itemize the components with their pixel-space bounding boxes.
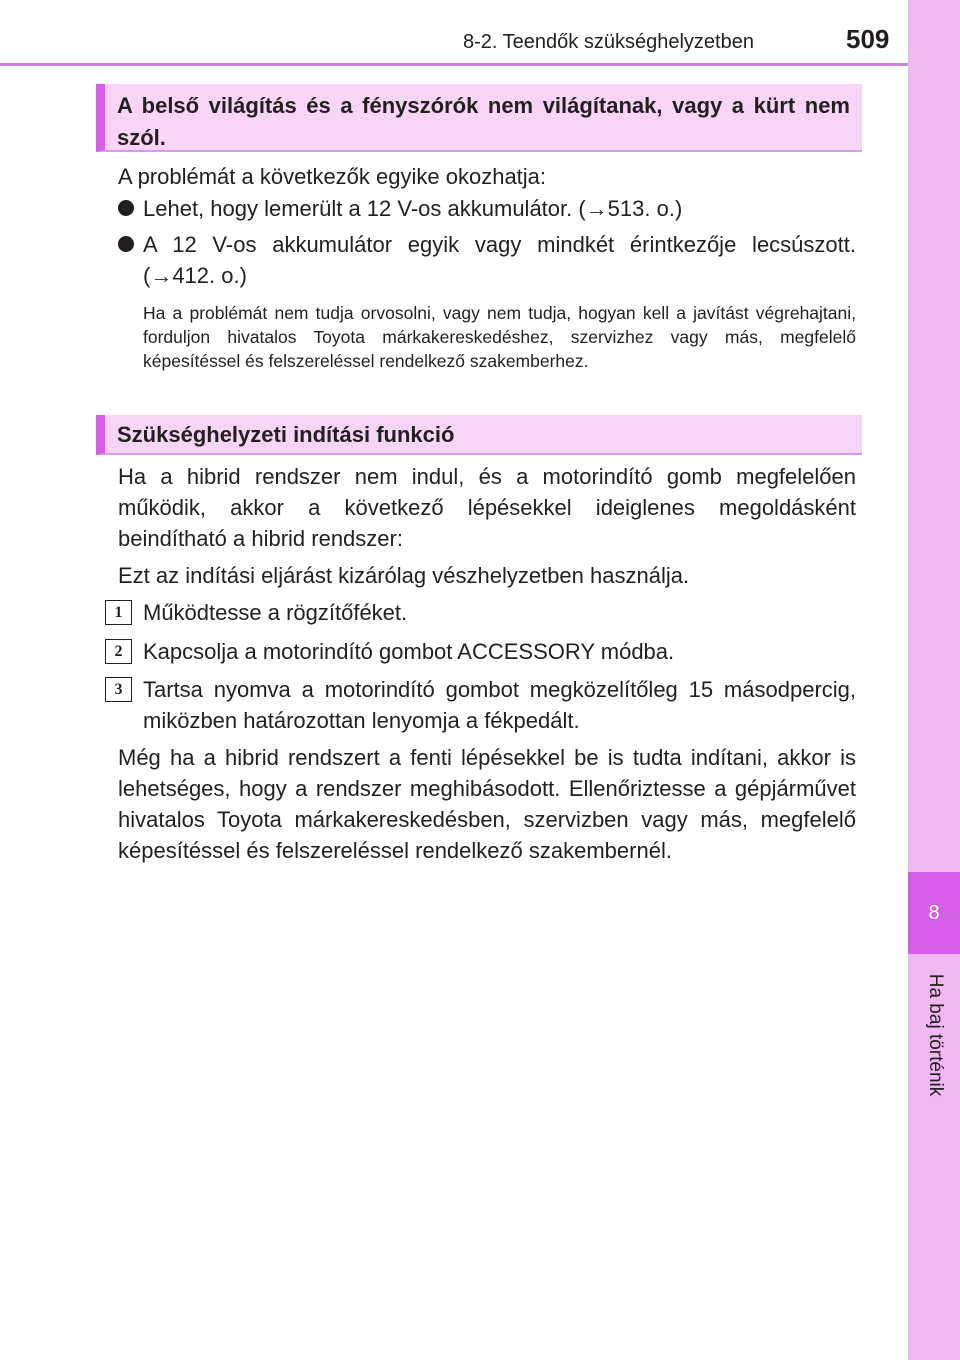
step-text: Tartsa nyomva a motorindító gombot megközelítőleg 15 másodpercig, miközben határozottan lenyomja a fékpedált. (143, 677, 856, 733)
section-heading-lights: A belső világítás és a fényszórók nem világítanak, vagy a kürt nem szól. (96, 84, 862, 152)
page-number: 509 (846, 24, 890, 54)
bullet-text: A 12 V-os akkumulátor egyik vagy mindkét érintkezője lecsúszott. (→412. o.) (143, 232, 856, 288)
section2-warning: Ezt az indítási eljárást kizárólag vészhelyzetben használja. (118, 563, 690, 588)
step-item (105, 636, 856, 667)
header-rule (0, 63, 908, 66)
header-section-title: 8-2. Teendők szükséghelyzetben (463, 31, 754, 53)
step-text: Működtesse a rögzítőféket. (143, 600, 408, 625)
chapter-label: Ha baj történik (925, 973, 946, 1097)
bullet-text: Lehet, hogy lemerült a 12 V-os akkumulátor. (→513. o.) (143, 196, 683, 221)
section2-intro: Ha a hibrid rendszer nem indul, és a motorindító gomb megfelelően működik, akkor a következő lépésekkel ideiglenes megoldásként beindítható a hibrid rendszer: (118, 464, 856, 551)
chapter-number: 8 (928, 901, 940, 924)
chapter-side-tab (908, 0, 960, 1360)
section2-closing: Még ha a hibrid rendszert a fenti lépésekkel be is tudta indítani, akkor is lehetséges, hogy a rendszer meghibásodott. Ellenőriztesse a gépjárművet hivatalos Toyota márkakereskedésben, szervizben vagy más, megfelelő képesítéssel és felszereléssel rendelkező szakembernél. (118, 745, 856, 863)
bullet-icon (118, 200, 134, 216)
step-item (105, 597, 856, 628)
section1-intro: A problémát a következők egyike okozhatja: (118, 164, 547, 189)
step-text: Kapcsolja a motorindító gombot ACCESSORY módba. (143, 639, 675, 664)
step-number-badge: 1 (105, 600, 132, 625)
step-item (105, 674, 856, 736)
chapter-number-box (908, 872, 960, 954)
list-item (118, 193, 856, 224)
list-item (118, 229, 856, 291)
section1-note: Ha a problémát nem tudja orvosolni, vagy nem tudja, hogyan kell a javítást végrehajtani, forduljon hivatalos Toyota márkakereskedéshez, szervizhez vagy más, megfelelő képesítéssel és felszereléssel rendelkező szakemberhez. (143, 303, 856, 371)
step-number-badge: 2 (105, 639, 132, 664)
step-number-badge: 3 (105, 677, 132, 702)
bullet-icon (118, 236, 134, 252)
section-heading-emergency-start: Szükséghelyzeti indítási funkció (96, 415, 862, 455)
